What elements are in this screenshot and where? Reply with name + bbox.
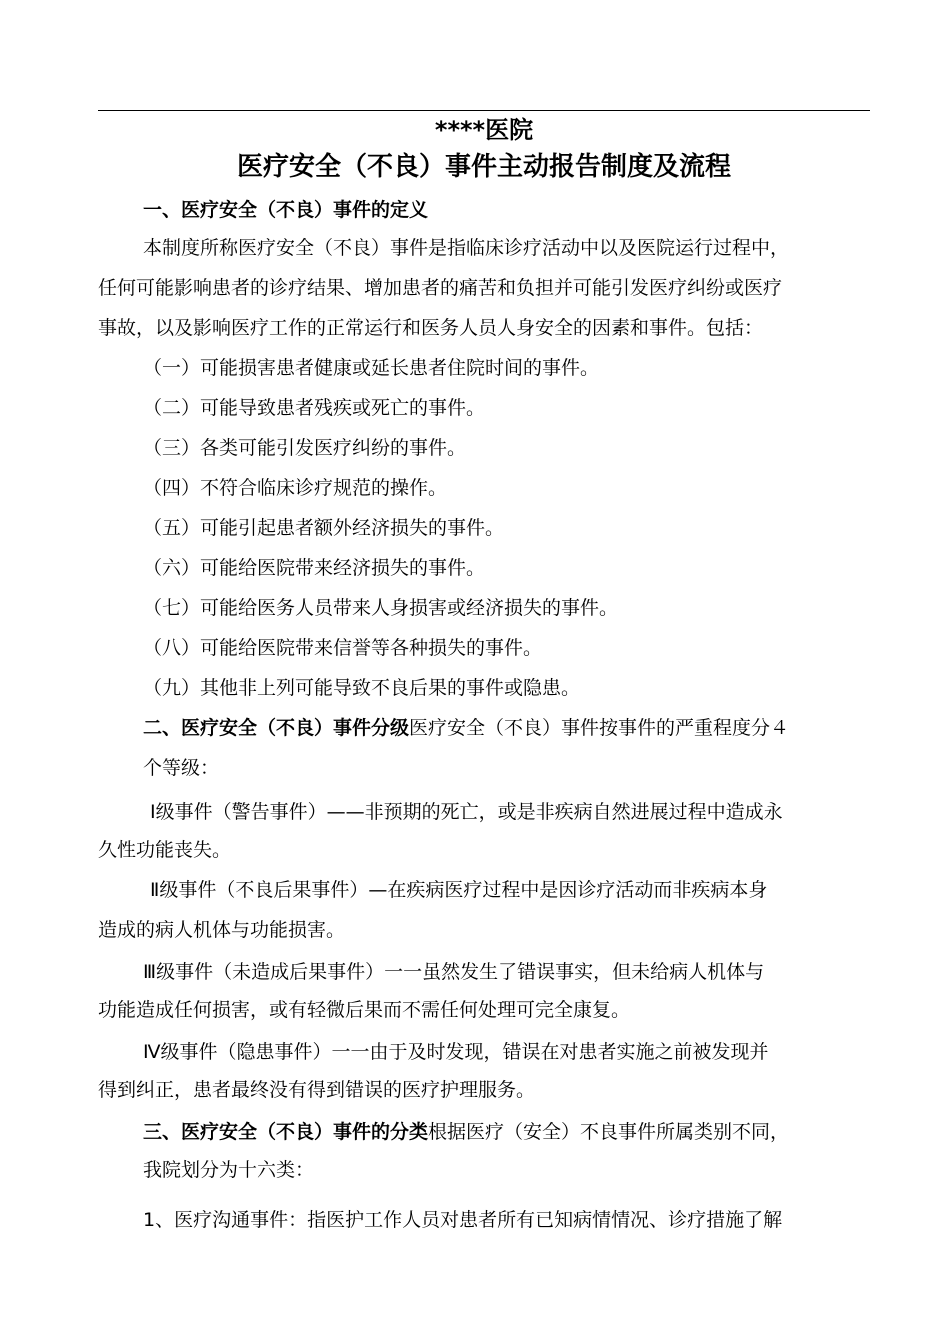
list-item: （二）可能导致患者残疾或死亡的事件。 (143, 397, 486, 419)
level-line: Ⅳ级事件（隐患事件）一一由于及时发现，错误在对患者实施之前被发现并 (143, 1041, 769, 1063)
section3-heading-line2: 我院划分为十六类： (143, 1159, 315, 1181)
list-item: （六）可能给医院带来经济损失的事件。 (143, 557, 486, 579)
section1-para-line: 本制度所称医疗安全（不良）事件是指临床诊疗活动中以及医院运行过程中， (143, 237, 790, 259)
section3-heading-line (143, 1118, 789, 1146)
section1-para-line: 事故，以及影响医疗工作的正常运行和医务人员人身安全的因素和事件。包括： (98, 317, 764, 339)
level-line: Ⅲ级事件（未造成后果事件）一一虽然发生了错误事实，但未给病人机体与 (143, 961, 765, 983)
list-item: （五）可能引起患者额外经济损失的事件。 (143, 517, 505, 539)
level-line: Ⅱ级事件（不良后果事件）—在疾病医疗过程中是因诊疗活动而非疾病本身 (150, 879, 768, 901)
level-line: 功能造成任何损害，或有轻微后果而不需任何处理可完全康复。 (98, 999, 631, 1021)
document-title: 医疗安全（不良）事件主动报告制度及流程 (236, 152, 731, 182)
level-line: 得到纠正，患者最终没有得到错误的医疗护理服务。 (98, 1079, 536, 1101)
section1-para-line: 任何可能影响患者的诊疗结果、增加患者的痛苦和负担并可能引发医疗纠纷或医疗 (98, 277, 783, 299)
section3-item: 1、医疗沟通事件：指医护工作人员对患者所有已知病情情况、诊疗措施了解 (143, 1209, 783, 1231)
section2-heading-line (143, 714, 789, 742)
section3-heading: 三、医疗安全（不良）事件的分类 (143, 1121, 429, 1143)
list-item: （九）其他非上列可能导致不良后果的事件或隐患。 (143, 677, 581, 699)
section2-heading-rest: 医疗安全（不良）事件按事件的严重程度分４ (409, 717, 790, 739)
list-item: （三）各类可能引发医疗纠纷的事件。 (143, 437, 467, 459)
list-item: （七）可能给医务人员带来人身损害或经济损失的事件。 (143, 597, 619, 619)
section1-heading: 一、医疗安全（不良）事件的定义 (143, 199, 429, 221)
list-item: （八）可能给医院带来信誉等各种损失的事件。 (143, 637, 543, 659)
list-item: （一）可能损害患者健康或延长患者住院时间的事件。 (143, 357, 600, 379)
hospital-name: ****医院 (434, 116, 534, 144)
level-line: 造成的病人机体与功能损害。 (98, 919, 346, 941)
section2-heading-line2: 个等级： (143, 757, 220, 779)
header-rule (98, 110, 870, 111)
section2-heading: 二、医疗安全（不良）事件分级 (143, 717, 410, 739)
level-line: 久性功能丧失。 (98, 839, 232, 861)
level-line: Ⅰ级事件（警告事件）——非预期的死亡，或是非疾病自然进展过程中造成永 (150, 801, 783, 823)
list-item: （四）不符合临床诊疗规范的操作。 (143, 477, 448, 499)
section3-heading-rest: 根据医疗（安全）不良事件所属类别不同， (428, 1121, 790, 1143)
